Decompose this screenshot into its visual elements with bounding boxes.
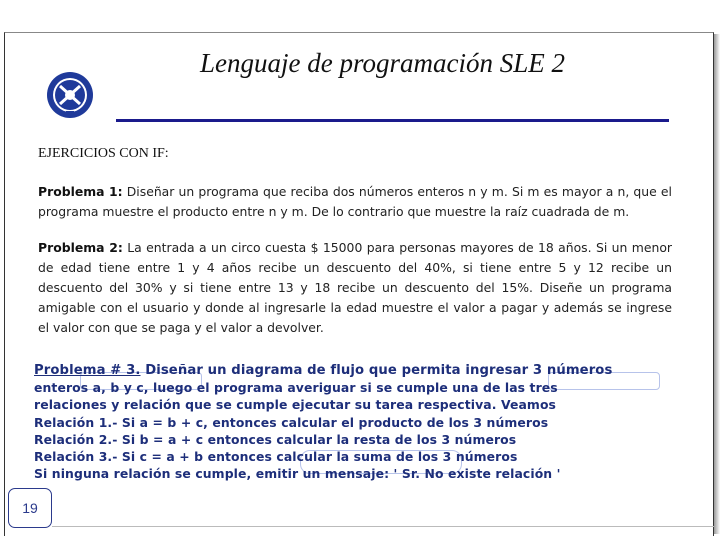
problem-2: [38, 238, 672, 338]
section-heading: EJERCICIOS CON IF:: [38, 146, 169, 161]
scan-line: enteros a, b y c, luego el programa averiguar si se cumple una de las tres: [34, 380, 558, 396]
scan-line: Relación 2.- Si b = a + c entonces calcular la resta de los 3 números: [34, 431, 517, 447]
footer-rule: [52, 526, 714, 527]
page-number-badge: 19: [8, 488, 52, 528]
title-underline: [116, 119, 669, 122]
scan-line: Relación 1.- Si a = b + c, entonces calcular el producto de los 3 números: [34, 414, 549, 430]
slide-shadow: [714, 34, 720, 534]
scanned-problem-3: [34, 362, 670, 482]
problem-1: [38, 182, 672, 222]
scan-line: Si ninguna relación se cumple, emitir un mensaje: ' Sr. No existe relación ': [34, 466, 561, 482]
problem-3-label: Problema # 3.: [34, 363, 141, 378]
scan-line: Relación 3.- Si c = a + b entonces calcular la suma de los 3 números: [34, 449, 518, 465]
problem-2-text: La entrada a un circo cuesta $ 15000 para personas mayores de 18 años. Si un menor de edad tiene entre 1 y 4 años recibe un descuento del 40%, si tiene entre 5 y 12 recibe un descuento del 30% y si tiene entre 13 y 18 recibe un descuento del 15%. Diseñe un programa amigable con el usuario y donde al ingresarle la edad muestre el valor a pagar y además se ingrese el valor con que se paga y el valor a devolver.: [38, 240, 673, 335]
problem-1-label: Problema 1:: [38, 184, 123, 199]
problem-2-label: Problema 2:: [38, 240, 123, 255]
scan-line: Problema # 3. Diseñar un diagrama de flujo que permita ingresar 3 números: [34, 363, 613, 378]
university-seal-logo: [46, 71, 94, 119]
scan-line: relaciones y relación que se cumple ejecutar su tarea respectiva. Veamos: [34, 397, 557, 413]
slide-title: Lenguaje de programación SLE 2: [200, 48, 565, 78]
problem-1-text: Diseñar un programa que reciba dos números enteros n y m. Si m es mayor a n, que el programa muestre el producto entre n y m. De lo contrario que muestre la raíz cuadrada de m.: [38, 184, 672, 219]
